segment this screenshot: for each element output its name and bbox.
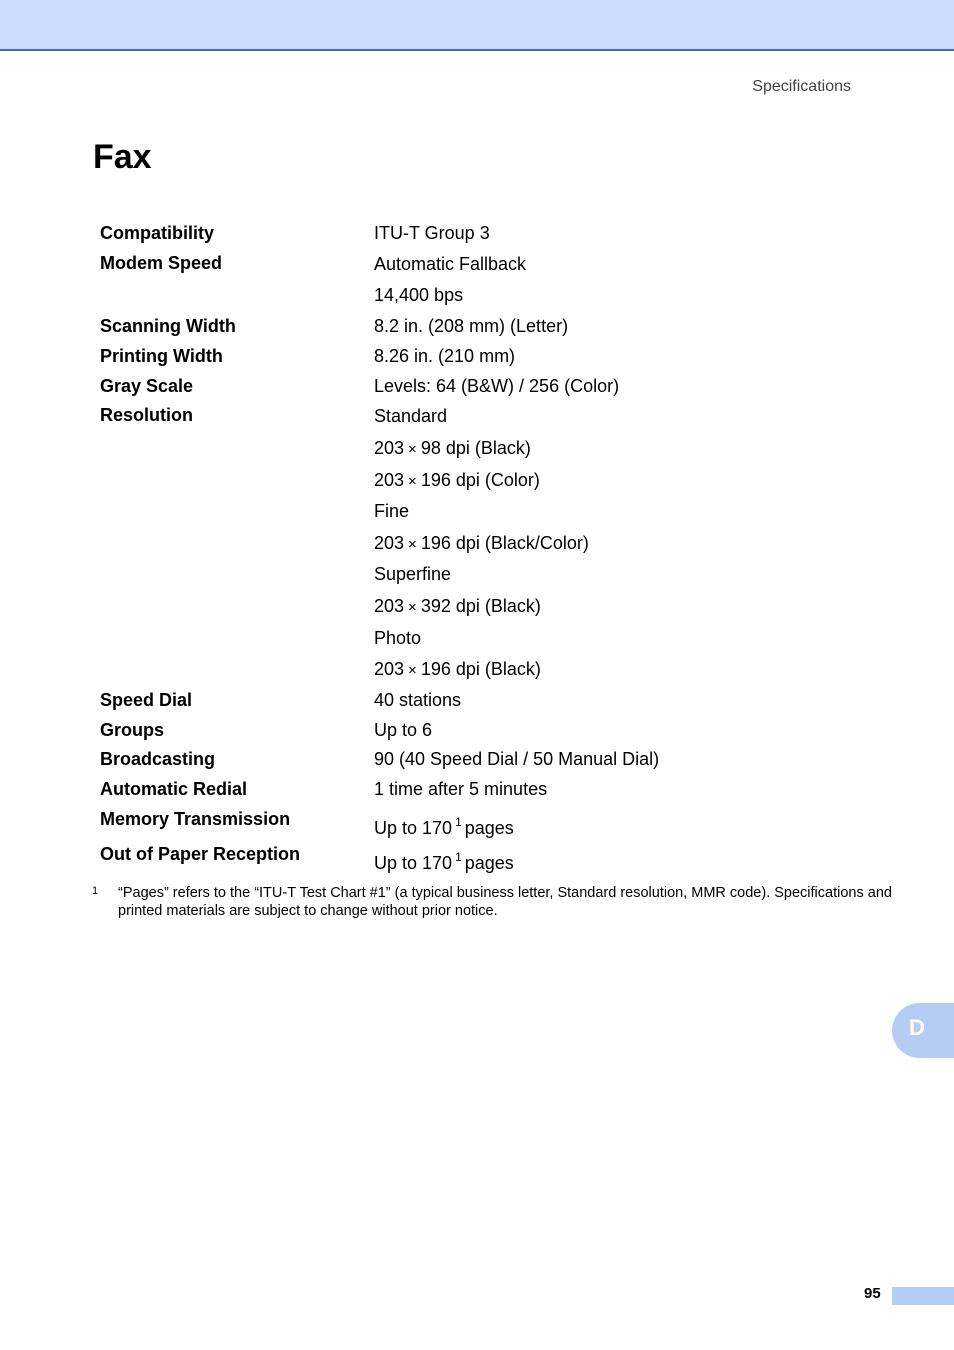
- spec-value: [374, 591, 800, 623]
- footnote-text: “Pages” refers to the “ITU-T Test Chart #1” (a typical business letter, Standard resolution, MMR code). Specifications and printed materials are subject to change without prior notice.: [118, 885, 892, 919]
- page-unit: pages: [464, 852, 514, 873]
- spec-label: Compatibility: [100, 223, 215, 243]
- spec-values: [374, 342, 800, 372]
- resolution-horizontal: 203: [374, 532, 405, 553]
- spec-value: Photo: [374, 627, 422, 648]
- spec-value: Fine: [374, 501, 410, 522]
- spec-row: [100, 745, 800, 775]
- spec-row: [100, 686, 800, 716]
- spec-value: [374, 840, 800, 875]
- spec-value: Superfine: [374, 564, 452, 585]
- spec-label: Printing Width: [100, 345, 223, 366]
- spec-values: [374, 401, 800, 685]
- spec-values: [374, 372, 800, 402]
- spec-value: 8.26 in. (210 mm): [374, 345, 516, 366]
- spec-values: [374, 840, 800, 875]
- resolution-horizontal: 203: [374, 595, 405, 616]
- footnote-mark: 1: [92, 885, 99, 897]
- spec-table: [100, 219, 800, 875]
- page-unit: pages: [464, 817, 514, 838]
- spec-label: Broadcasting: [100, 749, 216, 770]
- spec-value: [374, 465, 800, 497]
- spec-label: Memory Transmission: [100, 808, 291, 829]
- resolution-vertical: 196 dpi (Black): [420, 659, 541, 680]
- spec-label: Out of Paper Reception: [100, 843, 301, 864]
- resolution-horizontal: 203: [374, 437, 405, 458]
- page-title: Fax: [93, 138, 152, 176]
- spec-row: [100, 312, 800, 342]
- spec-value: 14,400 bps: [374, 285, 464, 306]
- spec-value: Up to 6: [374, 719, 433, 740]
- spec-row: [100, 249, 800, 312]
- spec-values: [374, 686, 800, 716]
- spec-value: [374, 528, 800, 560]
- resolution-vertical: 392 dpi (Black): [420, 595, 541, 616]
- footnote: [92, 884, 892, 920]
- running-header: Specifications: [752, 78, 851, 95]
- spec-row: [100, 372, 800, 402]
- spec-value: [374, 805, 800, 840]
- spec-value: 8.2 in. (208 mm) (Letter): [374, 315, 569, 336]
- spec-value: [374, 433, 800, 465]
- spec-value: [374, 654, 800, 686]
- times-sign: ×: [408, 472, 417, 490]
- spec-value: ITU-T Group 3: [374, 223, 490, 243]
- spec-values: [374, 249, 800, 312]
- spec-value: Standard: [374, 406, 448, 427]
- page-count: Up to 170: [374, 852, 453, 873]
- spec-label: Groups: [100, 719, 165, 740]
- spec-values: [374, 745, 800, 775]
- spec-value: Automatic Fallback: [374, 253, 527, 274]
- spec-row: [100, 342, 800, 372]
- page-number: 95: [864, 1285, 881, 1302]
- spec-label: Resolution: [100, 405, 193, 426]
- footnote-ref[interactable]: 1: [455, 814, 462, 829]
- header-band: [0, 0, 954, 51]
- spec-row: [100, 805, 800, 840]
- resolution-vertical: 196 dpi (Black/Color): [420, 532, 589, 553]
- spec-label: Scanning Width: [100, 315, 236, 336]
- spec-value: 40 stations: [374, 689, 462, 710]
- spec-label: Speed Dial: [100, 689, 193, 710]
- spec-row: [100, 716, 800, 746]
- spec-values: [374, 805, 800, 840]
- spec-values: [374, 775, 800, 805]
- page-number-bar: [892, 1287, 954, 1305]
- spec-values: [374, 312, 800, 342]
- times-sign: ×: [408, 440, 417, 458]
- spec-value: 90 (40 Speed Dial / 50 Manual Dial): [374, 749, 660, 770]
- times-sign: ×: [408, 535, 417, 553]
- spec-label: Gray Scale: [100, 375, 194, 396]
- resolution-vertical: 98 dpi (Black): [420, 437, 531, 458]
- spec-row: [100, 840, 800, 875]
- resolution-horizontal: 203: [374, 659, 405, 680]
- spec-values: [374, 716, 800, 746]
- spec-values: [374, 219, 800, 249]
- spec-row: [100, 401, 800, 685]
- resolution-horizontal: 203: [374, 469, 405, 490]
- chapter-tab[interactable]: D: [892, 1003, 954, 1058]
- spec-value: 1 time after 5 minutes: [374, 779, 548, 800]
- times-sign: ×: [408, 662, 417, 680]
- footnote-ref[interactable]: 1: [455, 849, 462, 864]
- spec-row: [100, 219, 800, 249]
- spec-row: [100, 775, 800, 805]
- spec-label: Automatic Redial: [100, 779, 248, 800]
- resolution-vertical: 196 dpi (Color): [420, 469, 540, 490]
- times-sign: ×: [408, 598, 417, 616]
- page-count: Up to 170: [374, 817, 453, 838]
- spec-label: Modem Speed: [100, 252, 223, 273]
- spec-value: Levels: 64 (B&W) / 256 (Color): [374, 375, 620, 396]
